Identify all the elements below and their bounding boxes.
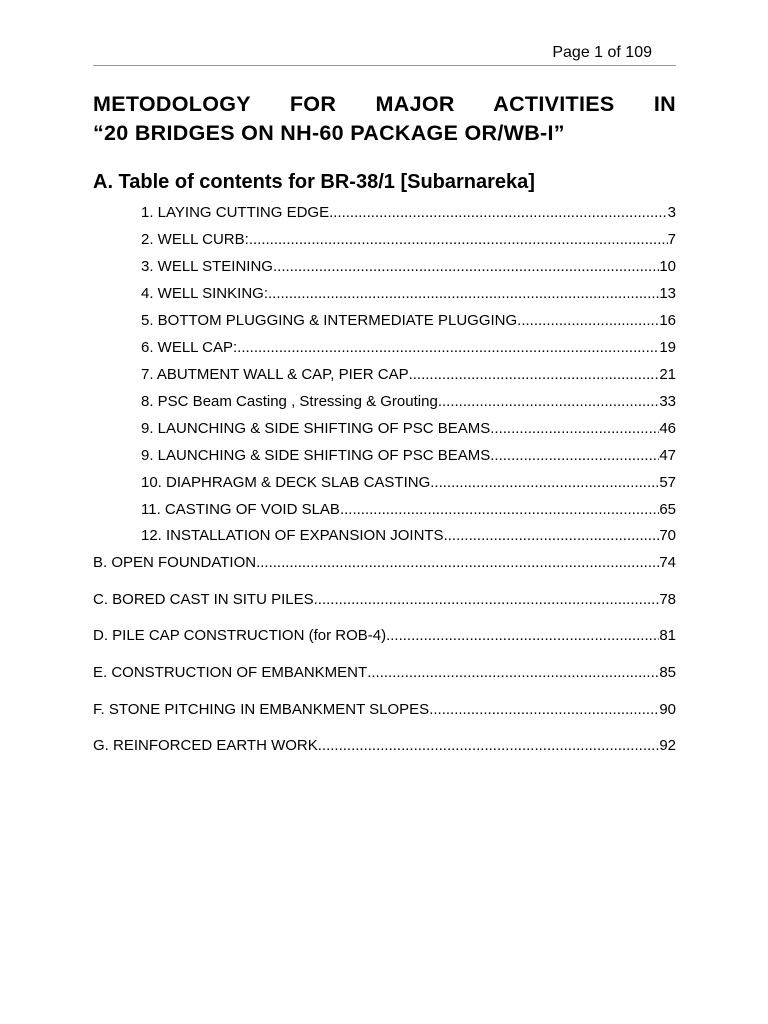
toc-dot-leader	[444, 526, 660, 546]
toc-entry-label: D. PILE CAP CONSTRUCTION (for ROB-4)	[93, 627, 387, 644]
toc-entry[interactable]	[141, 338, 676, 358]
toc-entry-page: 81	[659, 627, 676, 644]
toc-entry-page: 19	[659, 339, 676, 356]
document-title-line-2: “20 BRIDGES ON NH-60 PACKAGE OR/WB-I”	[93, 121, 565, 145]
toc-entry-page: 70	[659, 527, 676, 544]
toc-entry[interactable]	[141, 392, 676, 412]
toc-entry-page: 78	[659, 591, 676, 608]
toc-entry-label: 6. WELL CAP:	[141, 339, 238, 356]
toc-entry-page: 74	[659, 554, 676, 571]
toc-entry[interactable]	[141, 500, 676, 520]
toc-entry-label: 1. LAYING CUTTING EDGE	[141, 204, 330, 221]
toc-heading: A. Table of contents for BR-38/1 [Subarnareka]	[93, 171, 535, 193]
toc-entry-label: 12. INSTALLATION OF EXPANSION JOINTS	[141, 527, 444, 544]
toc-entry-page: 57	[659, 474, 676, 491]
toc-entry[interactable]	[141, 446, 676, 466]
toc-dot-leader	[367, 663, 659, 683]
toc-entry-label: C. BORED CAST IN SITU PILES	[93, 591, 314, 608]
toc-entry[interactable]	[93, 553, 676, 573]
toc-entry[interactable]	[141, 473, 676, 493]
toc-entry[interactable]	[141, 284, 676, 304]
toc-dot-leader	[430, 473, 659, 493]
toc-entry[interactable]	[141, 230, 676, 250]
toc-dot-leader	[429, 700, 659, 720]
toc-entry[interactable]	[141, 526, 676, 546]
toc-entry[interactable]	[141, 257, 676, 277]
toc-entry[interactable]	[141, 311, 676, 331]
toc-entry-label: F. STONE PITCHING IN EMBANKMENT SLOPES	[93, 701, 430, 718]
toc-dot-leader	[249, 230, 668, 250]
toc-entry-label: E. CONSTRUCTION OF EMBANKMENT	[93, 664, 368, 681]
toc-entry-label: 3. WELL STEINING	[141, 258, 273, 275]
toc-entry-label: 9. LAUNCHING & SIDE SHIFTING OF PSC BEAMS	[141, 420, 491, 437]
toc-entry-label: 9. LAUNCHING & SIDE SHIFTING OF PSC BEAMS	[141, 447, 491, 464]
toc-entry-page: 85	[659, 664, 676, 681]
toc-entry[interactable]	[93, 626, 676, 646]
toc-entry-page: 92	[659, 737, 676, 754]
toc-entry-page: 13	[659, 285, 676, 302]
toc-entry[interactable]	[93, 663, 676, 683]
toc-entry[interactable]	[93, 700, 676, 720]
toc-dot-leader	[329, 203, 668, 223]
toc-entry-page: 21	[659, 366, 676, 383]
toc-entry[interactable]	[141, 365, 676, 385]
toc-dot-leader	[438, 392, 660, 412]
document-title-line-1: METODOLOGY FOR MAJOR ACTIVITIES IN	[93, 92, 676, 116]
toc-entry-label: 7. ABUTMENT WALL & CAP, PIER CAP	[141, 366, 409, 383]
toc-entry[interactable]	[93, 590, 676, 610]
toc-entry-label: 10. DIAPHRAGM & DECK SLAB CASTING	[141, 474, 431, 491]
toc-entry-label: 4. WELL SINKING:	[141, 285, 268, 302]
toc-dot-leader	[256, 553, 659, 573]
document-title	[93, 90, 676, 148]
toc-entry-label: 8. PSC Beam Casting , Stressing & Grouting	[141, 393, 438, 410]
toc-dot-leader	[490, 446, 659, 466]
toc-dot-leader	[517, 311, 659, 331]
toc-entry-page: 7	[667, 231, 676, 248]
toc-entry-page: 3	[667, 204, 676, 221]
toc-entry-page: 65	[659, 501, 676, 518]
toc-entry-page: 46	[659, 420, 676, 437]
toc-entry-page: 33	[659, 393, 676, 410]
toc-entry[interactable]	[93, 736, 676, 756]
page-number: Page 1 of 109	[552, 44, 652, 61]
toc-dot-leader	[268, 284, 659, 304]
toc-entry[interactable]	[141, 203, 676, 223]
toc-dot-leader	[386, 626, 659, 646]
toc-entry-label: 5. BOTTOM PLUGGING & INTERMEDIATE PLUGGING	[141, 312, 518, 329]
toc-dot-leader	[273, 257, 659, 277]
toc-entry-label: 2. WELL CURB:	[141, 231, 249, 248]
toc-entry[interactable]	[141, 419, 676, 439]
toc-dot-leader	[340, 500, 659, 520]
toc-entry-page: 10	[659, 258, 676, 275]
toc-entry-page: 90	[659, 701, 676, 718]
toc-entry-page: 47	[659, 447, 676, 464]
toc-entry-page: 16	[659, 312, 676, 329]
toc-dot-leader	[490, 419, 659, 439]
toc-dot-leader	[314, 590, 660, 610]
toc-entry-label: G. REINFORCED EARTH WORK	[93, 737, 318, 754]
toc-dot-leader	[409, 365, 660, 385]
page-header	[93, 43, 676, 66]
toc-entry-label: 11. CASTING OF VOID SLAB	[141, 501, 340, 518]
toc-entry-label: B. OPEN FOUNDATION	[93, 554, 257, 571]
toc-dot-leader	[237, 338, 659, 358]
toc-dot-leader	[318, 736, 660, 756]
